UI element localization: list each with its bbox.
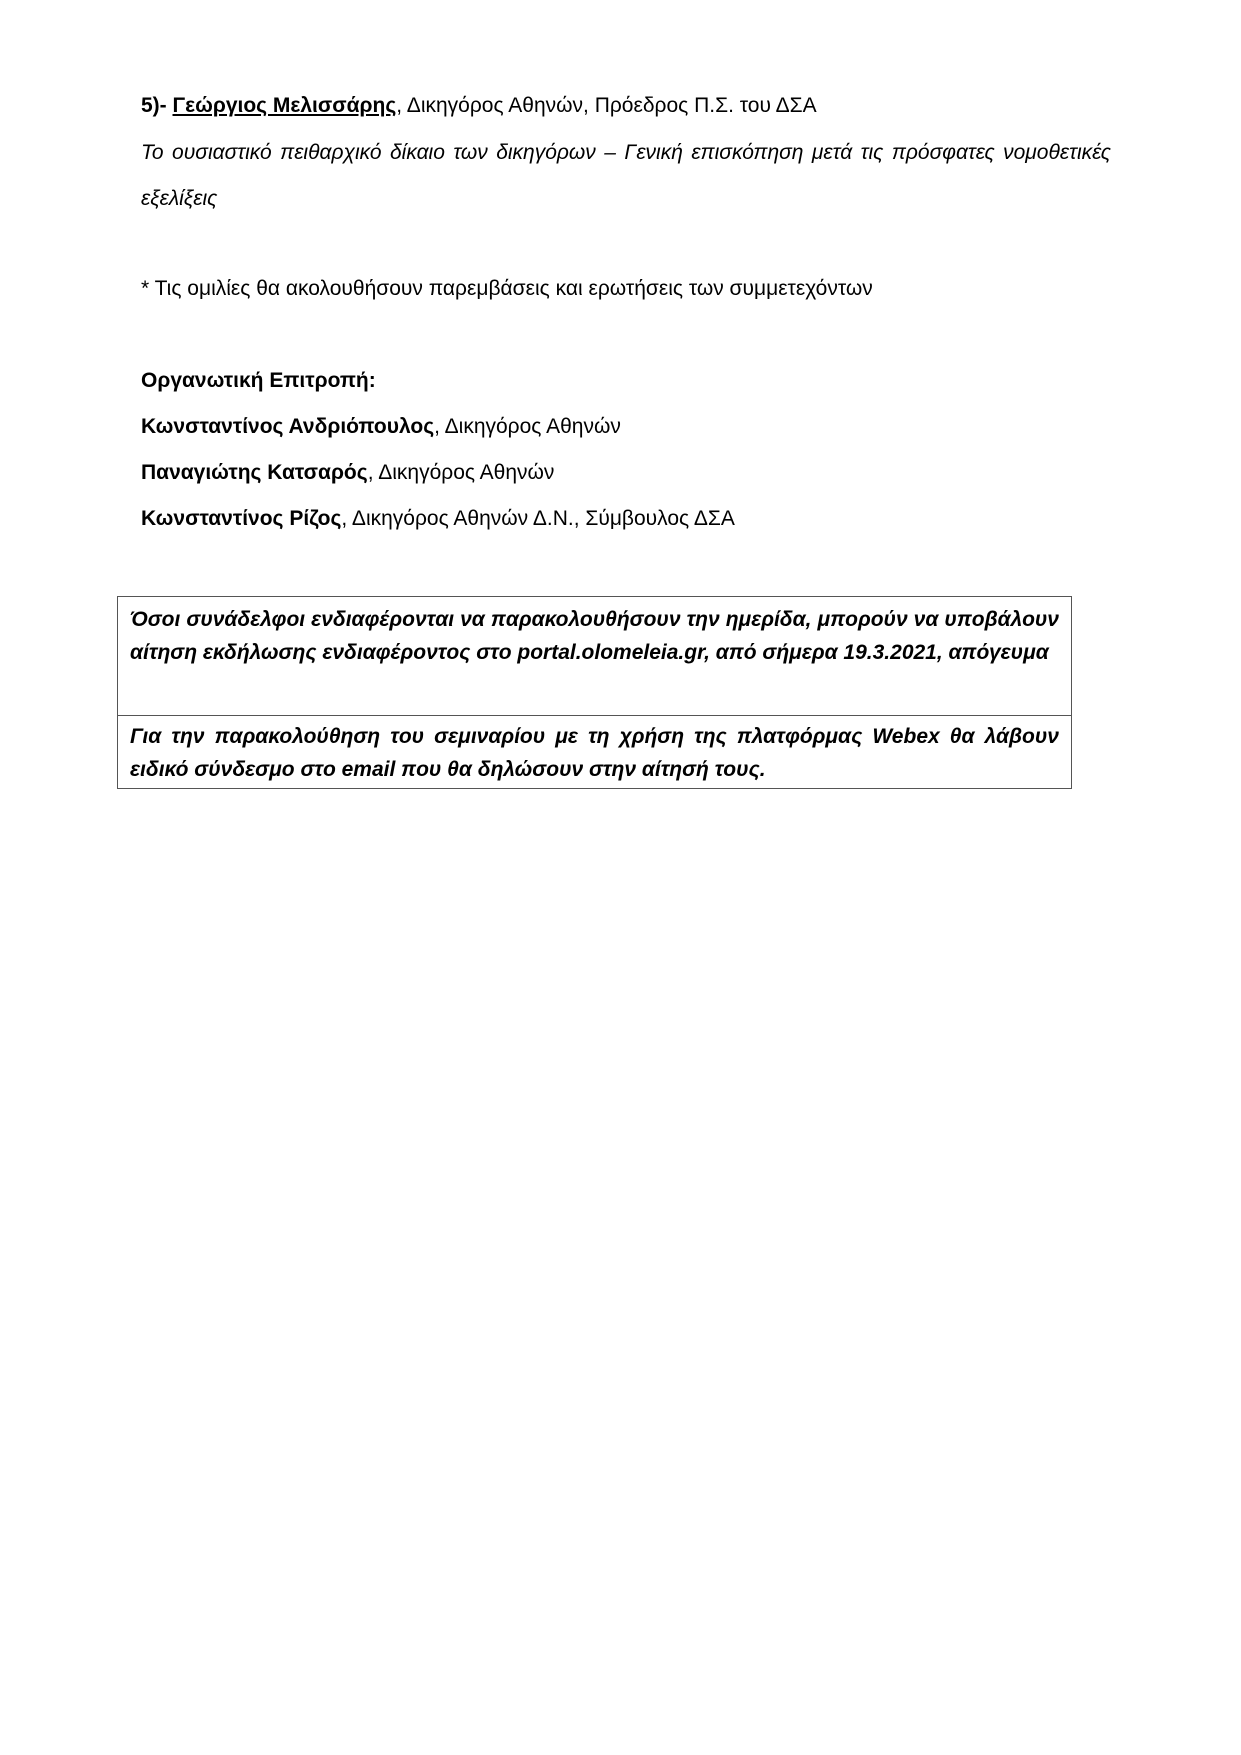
- committee-member-role: , Δικηγόρος Αθηνών Δ.Ν., Σύμβουλος ΔΣΑ: [341, 507, 735, 530]
- committee-member: [141, 505, 735, 533]
- speaker-role: , Δικηγόρος Αθηνών, Πρόεδρος Π.Σ. του ΔΣΑ: [396, 94, 817, 117]
- committee-member-name: Παναγιώτης Κατσαρός: [141, 461, 368, 484]
- committee-member-name: Κωνσταντίνος Ρίζος: [141, 507, 342, 530]
- notice-box: [117, 596, 1072, 789]
- committee-member: [141, 413, 621, 441]
- committee-member-role: , Δικηγόρος Αθηνών: [434, 415, 621, 438]
- speaker-name: Γεώργιος Μελισσάρης: [172, 94, 397, 117]
- registration-notice: Όσοι συνάδελφοι ενδιαφέρονται να παρακολουθήσουν την ημερίδα, μπορούν να υποβάλουν αίτηση εκδήλωσης ενδιαφέροντος στο portal.olomeleia.gr, από σήμερα 19.3.2021, απόγευμα: [118, 597, 1071, 716]
- committee-member-name: Κωνσταντίνος Ανδριόπουλος: [141, 415, 435, 438]
- speaker-number: 5)-: [141, 94, 173, 117]
- talk-title: Το ουσιαστικό πειθαρχικό δίκαιο των δικηγόρων – Γενική επισκόπηση μετά τις πρόσφατες νομοθετικές εξελίξεις: [141, 141, 1111, 210]
- committee-member: [141, 459, 554, 487]
- discussion-note: * Τις ομιλίες θα ακολουθήσουν παρεμβάσεις και ερωτήσεις των συμμετεχόντων: [141, 277, 873, 300]
- speaker-5-line: [141, 92, 817, 120]
- committee-heading: Οργανωτική Επιτροπή:: [141, 369, 376, 392]
- committee-member-role: , Δικηγόρος Αθηνών: [367, 461, 555, 484]
- webex-notice: Για την παρακολούθηση του σεμιναρίου με τη χρήση της πλατφόρμας Webex θα λάβουν ειδικό σύνδεσμο στο email που θα δηλώσουν στην αίτησή τους.: [130, 725, 1059, 781]
